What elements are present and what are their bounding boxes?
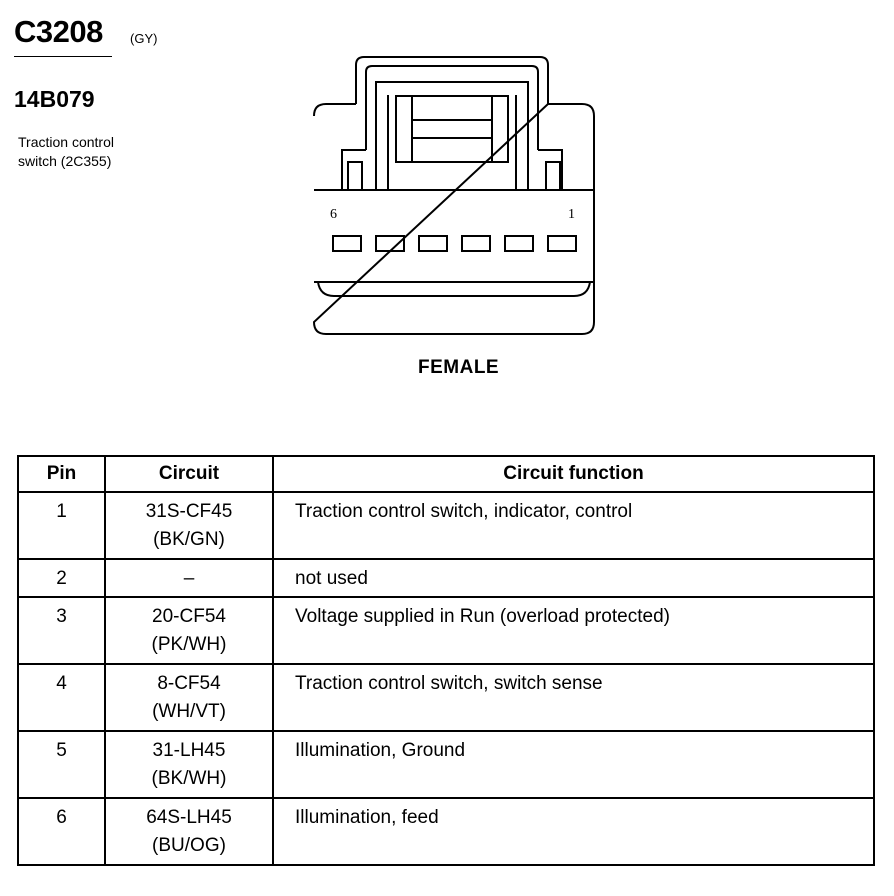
- pin-number: 1: [56, 501, 67, 522]
- circuit-function: Traction control switch, switch sense: [295, 673, 603, 694]
- table-row: [18, 492, 874, 559]
- table-row: [18, 559, 874, 597]
- cavity-1: [548, 236, 576, 251]
- pin-number: 4: [56, 673, 67, 694]
- pin-number: 2: [56, 568, 67, 589]
- circuit-function: Illumination, feed: [295, 807, 439, 828]
- pin-number: 5: [56, 740, 67, 761]
- circuit-number: 20-CF54: [152, 606, 226, 627]
- pin-1-label: 1: [568, 207, 575, 222]
- connector-color: (GY): [130, 31, 158, 46]
- component-line-2: switch (2C355): [18, 153, 112, 169]
- pin-6-label: 6: [330, 207, 337, 222]
- wire-color: (WH/VT): [152, 701, 226, 722]
- cavity-3: [462, 236, 490, 251]
- circuit-function: Traction control switch, indicator, control: [295, 501, 633, 522]
- pin-number: 6: [56, 807, 67, 828]
- connector-id-underline: [14, 56, 112, 57]
- connector-id: C3208: [14, 14, 103, 49]
- header-function: Circuit function: [273, 456, 874, 492]
- circuit-function: not used: [295, 568, 368, 589]
- wire-color: (BK/WH): [151, 768, 227, 789]
- circuit-number: 31S-CF45: [145, 501, 233, 522]
- cavity-4: [419, 236, 447, 251]
- cavity-6: [333, 236, 361, 251]
- pin-table: [17, 455, 875, 866]
- connector-face-diagram: [300, 50, 610, 340]
- cavity-5: [376, 236, 404, 251]
- circuit-number: 8-CF54: [157, 673, 221, 694]
- pin-number: 3: [56, 606, 67, 627]
- table-header-row: [18, 456, 874, 492]
- circuit-function: Illumination, Ground: [295, 740, 466, 761]
- wire-color: (BK/GN): [153, 529, 225, 550]
- table-row: [18, 731, 874, 798]
- header-circuit: Circuit: [105, 456, 273, 492]
- latch-tab: [376, 82, 528, 190]
- table-row: [18, 798, 874, 865]
- wire-color: (BU/OG): [152, 835, 226, 856]
- component-line-1: Traction control: [18, 134, 114, 150]
- component-description: [18, 133, 178, 171]
- circuit-number: –: [183, 568, 195, 589]
- cavity-2: [505, 236, 533, 251]
- circuit-number: 31-LH45: [152, 740, 226, 761]
- table-row: [18, 597, 874, 664]
- connector-gender-label: FEMALE: [418, 357, 500, 378]
- header-pin: Pin: [18, 456, 105, 492]
- table-row: [18, 664, 874, 731]
- part-number: 14B079: [14, 86, 95, 112]
- circuit-function: Voltage supplied in Run (overload protected): [295, 606, 670, 627]
- wire-color: (PK/WH): [151, 634, 227, 655]
- circuit-number: 64S-LH45: [146, 807, 232, 828]
